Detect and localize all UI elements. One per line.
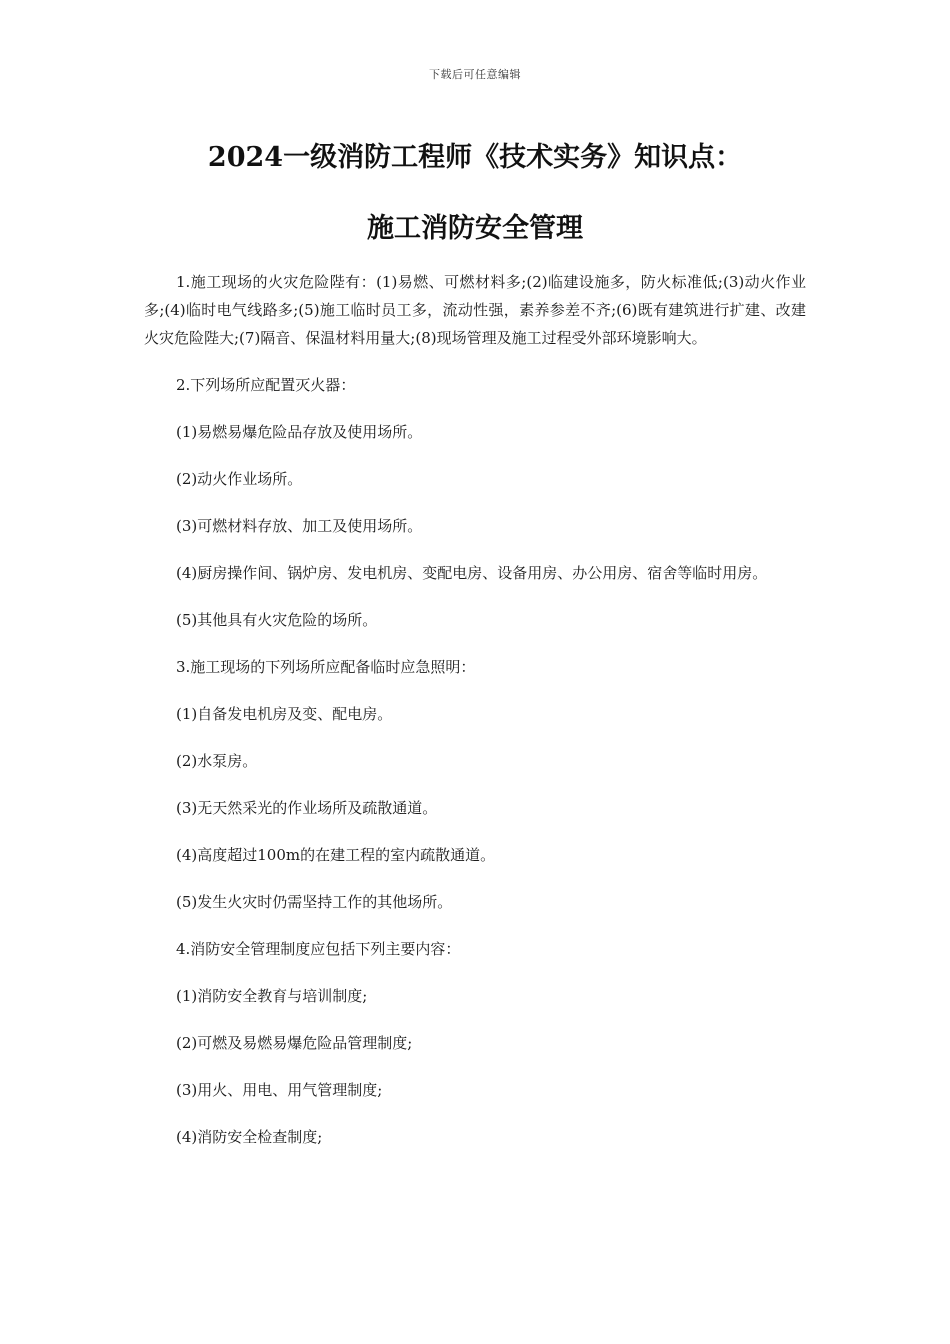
paragraph-extinguisher-heading: 2.下列场所应配置灭火器： <box>176 376 356 394</box>
header-note: 下载后可任意编辑 <box>429 68 521 81</box>
list-item: (2)动火作业场所。 <box>176 470 303 488</box>
list-item: (5)其他具有火灾危险的场所。 <box>176 611 378 629</box>
list-item: (4)消防安全检查制度; <box>176 1128 323 1146</box>
list-item: (5)发生火灾时仍需坚持工作的其他场所。 <box>176 893 453 911</box>
list-item: (4)厨房操作间、锅炉房、发电机房、变配电房、设备用房、办公用房、宿舍等临时用房。 <box>176 564 768 582</box>
document-subtitle: 施工消防安全管理 <box>367 213 583 244</box>
list-item: (4)高度超过100m的在建工程的室内疏散通道。 <box>176 846 496 864</box>
list-item: (3)用火、用电、用气管理制度; <box>176 1081 383 1099</box>
document-body <box>144 268 806 1170</box>
list-item: (3)可燃材料存放、加工及使用场所。 <box>176 517 423 535</box>
paragraph-management-heading: 4.消防安全管理制度应包括下列主要内容： <box>176 940 461 958</box>
list-item: (2)可燃及易燃易爆危险品管理制度; <box>176 1034 413 1052</box>
paragraph-lighting-heading: 3.施工现场的下列场所应配备临时应急照明： <box>176 658 476 676</box>
list-item: (1)消防安全教育与培训制度; <box>176 987 368 1005</box>
document-title: 2024一级消防工程师《技术实务》知识点： <box>207 142 743 173</box>
list-item: (2)水泵房。 <box>176 752 258 770</box>
list-item: (3)无天然采光的作业场所及疏散通道。 <box>176 799 438 817</box>
paragraph-fire-hazards: 1.施工现场的火灾危险陛有：(1)易燃、可燃材料多;(2)临建设施多，防火标准低;(3)动火作业多;(4)临时电气线路多;(5)施工临时员工多，流动性强，素养参差不齐;(6)既有建筑进行扩建、改建火灾危险陛大;(7)隔音、保温材料用量大;(8)现场管理及施工过程受外部环境影响大。 <box>144 273 806 347</box>
list-item: (1)易燃易爆危险品存放及使用场所。 <box>176 423 423 441</box>
list-item: (1)自备发电机房及变、配电房。 <box>176 705 393 723</box>
